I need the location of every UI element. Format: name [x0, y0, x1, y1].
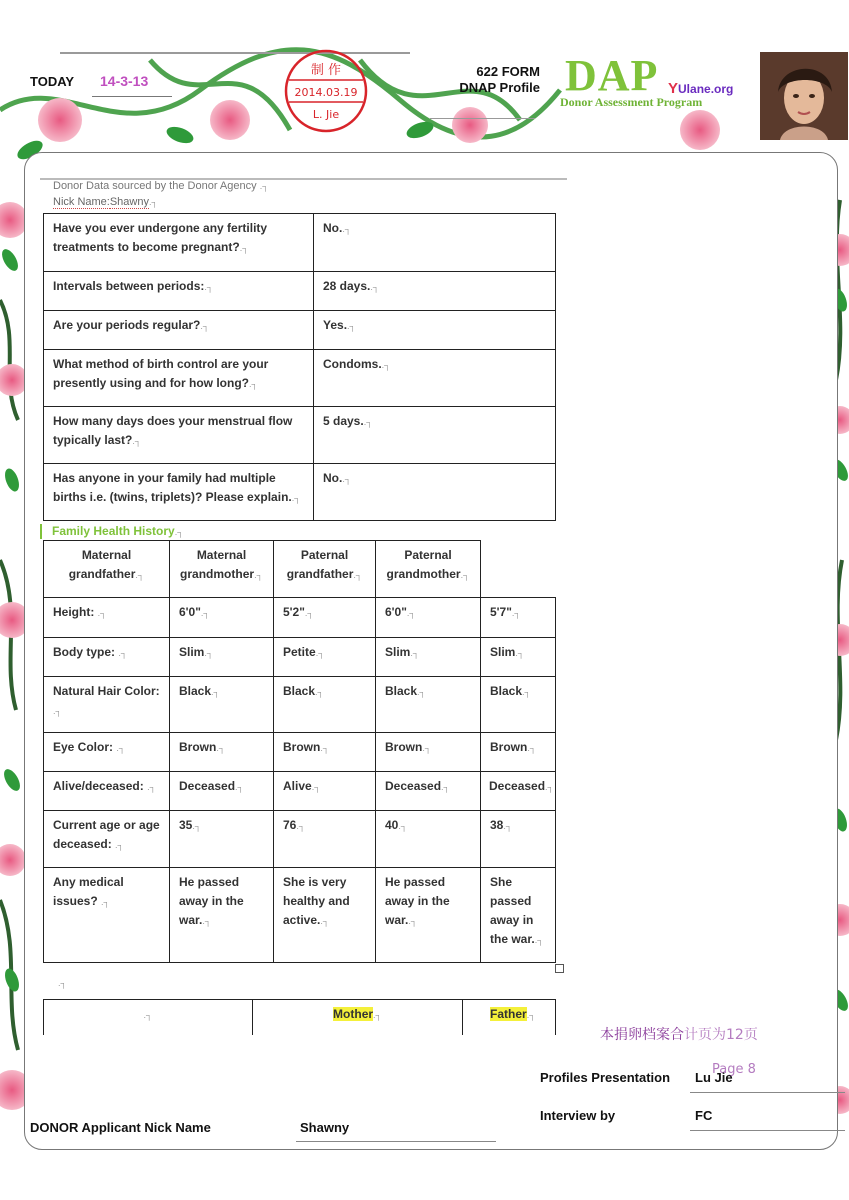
question-cell: How many days does your menstrual flow typically last?.┐ [43, 406, 314, 464]
family-value-cell: Black.┐ [273, 676, 376, 733]
parents-header-blank: .┐ [43, 999, 253, 1035]
family-row-label: Height: .┐ [43, 597, 170, 638]
family-header-cell: Paternal grandmother.┐ [375, 540, 481, 598]
family-row-label-text: Alive/deceased: [53, 779, 144, 793]
answer-cell: Yes..┐ [313, 310, 556, 350]
family-value-text: Black [490, 684, 523, 698]
page-count-note-main: 本捐卵档案合 [600, 1027, 684, 1043]
nick-name: Nick Name:Shawny.┐ [53, 196, 158, 208]
family-value-cell: Deceased.┐ [169, 771, 274, 811]
question-text: What method of birth control are your presently using and for how long? [53, 357, 269, 390]
section-marker [40, 524, 42, 539]
family-value-cell: Slim.┐ [375, 637, 481, 677]
question-cell: Are your periods regular?.┐ [43, 310, 314, 350]
question-cell: Have you ever undergone any fertility treatments to become pregnant?.┐ [43, 213, 314, 272]
family-value-text: 35 [179, 818, 193, 832]
answer-text: No. [323, 221, 343, 235]
form-title [440, 64, 540, 96]
answer-text: 5 days. [323, 414, 364, 428]
yulane-logo-y: Y [668, 80, 679, 97]
family-header-text: Maternal grandfather [68, 548, 136, 581]
family-health-title: Family Health History.┐ [52, 524, 184, 538]
family-header-cell: Maternal grandmother.┐ [169, 540, 274, 598]
family-value-cell: He passed away in the war..┐ [169, 867, 274, 963]
family-value-text: Alive [283, 779, 312, 793]
family-value-text: Black [179, 684, 212, 698]
family-value-cell: Black.┐ [169, 676, 274, 733]
parents-header-father: Father [490, 1007, 527, 1021]
donor-photo [760, 52, 848, 140]
profiles-underline [690, 1092, 845, 1093]
family-value-text: Black [283, 684, 316, 698]
answer-cell: 28 days..┐ [313, 271, 556, 311]
family-value-text: 6'0" [385, 605, 407, 619]
interview-label: Interview by [540, 1108, 616, 1123]
answer-text: Yes. [323, 318, 348, 332]
family-value-cell: Brown.┐ [169, 732, 274, 772]
family-value-cell: Slim.┐ [480, 637, 556, 677]
family-value-cell: 38.┐ [480, 810, 556, 868]
question-text: Have you ever undergone any fertility treatments to become pregnant? [53, 221, 268, 254]
family-value-cell: 6'0".┐ [169, 597, 274, 638]
nick-name-prefix: Nick Name: [53, 196, 110, 208]
family-value-text: Slim [179, 645, 205, 659]
family-value-text: 76 [283, 818, 297, 832]
family-row-label-text: Eye Color: [53, 740, 114, 754]
interview-value: FC [695, 1108, 713, 1123]
family-row-label-text: Current age or age deceased: [53, 818, 160, 851]
answer-text: 28 days. [323, 279, 371, 293]
question-cell: Intervals between periods:.┐ [43, 271, 314, 311]
family-value-cell: 35.┐ [169, 810, 274, 868]
today-date: 14-3-13 [100, 73, 149, 89]
family-value-text: Brown [283, 740, 321, 754]
family-value-cell: 5'7".┐ [480, 597, 556, 638]
question-text: Intervals between periods: [53, 279, 205, 293]
parents-header-cell: Father.┐ [462, 999, 556, 1035]
family-value-cell: Petite.┐ [273, 637, 376, 677]
family-value-cell: Alive.┐ [273, 771, 376, 811]
yulane-logo-domain: Ulane.org [678, 82, 734, 96]
family-value-cell: 40.┐ [375, 810, 481, 868]
family-value-text: Petite [283, 645, 316, 659]
answer-cell: Condoms..┐ [313, 349, 556, 407]
official-stamp [283, 48, 369, 134]
family-value-text: He passed away in the war. [385, 875, 450, 927]
family-row-label: Alive/deceased: .┐ [43, 771, 170, 811]
answer-text: Condoms. [323, 357, 382, 371]
family-value-text: 38 [490, 818, 504, 832]
answer-cell: No..┐ [313, 463, 556, 521]
family-row-label-text: Height: [53, 605, 95, 619]
family-value-cell: Brown.┐ [375, 732, 481, 772]
family-value-cell: She is very healthy and active..┐ [273, 867, 376, 963]
family-row-label: Current age or age deceased: .┐ [43, 810, 170, 868]
family-value-text: Deceased [179, 779, 236, 793]
stamp-date-text: 2014.03.19 [294, 86, 358, 99]
family-value-text: Slim [385, 645, 411, 659]
donor-nickname-label: DONOR Applicant Nick Name [30, 1120, 211, 1135]
family-value-text: Brown [179, 740, 217, 754]
form-name: DNAP Profile [459, 80, 540, 95]
question-cell: What method of birth control are your presently using and for how long?.┐ [43, 349, 314, 407]
today-underline [92, 96, 172, 97]
form-code: 622 FORM [476, 64, 540, 79]
family-row-label-text: Body type: [53, 645, 116, 659]
family-value-cell: She passed away in the war..┐ [480, 867, 556, 963]
table-resize-handle [555, 964, 564, 973]
family-value-cell: 76.┐ [273, 810, 376, 868]
family-row-label: Natural Hair Color: .┐ [43, 676, 170, 733]
family-header-cell: Maternal grandfather.┐ [43, 540, 170, 598]
family-value-text: Brown [385, 740, 423, 754]
empty-paragraph-mark: .┐ [58, 978, 67, 988]
question-text: How many days does your menstrual flow typically last? [53, 414, 293, 447]
family-value-cell: Brown.┐ [480, 732, 556, 772]
family-row-label: Any medical issues? .┐ [43, 867, 170, 963]
source-note: Donor Data sourced by the Donor Agency .┐ [53, 180, 269, 192]
page-count-note [600, 1024, 758, 1044]
question-cell: Has anyone in your family had multiple births i.e. (twins, triplets)? Please explain..┐ [43, 463, 314, 521]
family-value-cell: Deceased.┐ [375, 771, 481, 811]
family-value-cell: He passed away in the war..┐ [375, 867, 481, 963]
family-value-text: She is very healthy and active. [283, 875, 350, 927]
family-value-text: 6'0" [179, 605, 201, 619]
family-header-text: Paternal grandfather [286, 548, 354, 581]
family-row-label-text: Any medical issues? [53, 875, 124, 908]
profiles-presentation-value: Lu Jie [695, 1070, 733, 1085]
parents-header-cell: Mother.┐ [252, 999, 463, 1035]
family-header-cell: Paternal grandfather.┐ [273, 540, 376, 598]
interview-underline [690, 1130, 845, 1131]
family-value-cell: Black.┐ [480, 676, 556, 733]
family-value-cell: Black.┐ [375, 676, 481, 733]
family-value-text: She passed away in the war. [490, 875, 535, 946]
family-header-text: Maternal grandmother [180, 548, 255, 581]
family-value-text: 40 [385, 818, 399, 832]
source-note-text: Donor Data sourced by the Donor Agency [53, 180, 257, 192]
family-value-text: Brown [490, 740, 528, 754]
family-value-cell: Deceased.┐ [480, 771, 556, 811]
answer-cell: No..┐ [313, 213, 556, 272]
donor-nickname-value: Shawny [300, 1120, 350, 1135]
family-value-text: 5'2" [283, 605, 305, 619]
family-value-cell: Brown.┐ [273, 732, 376, 772]
page-number: Page 8 [712, 1062, 756, 1077]
answer-cell: 5 days..┐ [313, 406, 556, 464]
today-label: TODAY [30, 74, 75, 89]
dap-logo: DAP [565, 51, 659, 100]
stamp-name-text: L. Jie [312, 108, 340, 121]
question-text: Has anyone in your family had multiple births i.e. (twins, triplets)? Please explain. [53, 471, 292, 504]
donor-underline [296, 1141, 496, 1142]
family-row-label-text: Natural Hair Color: [53, 684, 160, 698]
page-count-note-suffix: 计页为12页 [684, 1027, 758, 1043]
family-header-text: Paternal grandmother [386, 548, 461, 581]
form-underline [430, 118, 535, 119]
answer-text: No. [323, 471, 343, 485]
family-value-text: 5'7" [490, 605, 512, 619]
family-health-title-text: Family Health History [52, 524, 175, 538]
family-value-text: He passed away in the war. [179, 875, 244, 927]
family-value-text: Black [385, 684, 418, 698]
stamp-top-text: 制 作 [310, 63, 342, 78]
family-value-cell: 6'0".┐ [375, 597, 481, 638]
family-row-label: Eye Color: .┐ [43, 732, 170, 772]
family-row-label: Body type: .┐ [43, 637, 170, 677]
question-text: Are your periods regular? [53, 318, 201, 332]
nick-name-value: Shawny [109, 196, 149, 208]
family-value-cell: Slim.┐ [169, 637, 274, 677]
dap-subtitle: Donor Assessment Program [560, 95, 703, 109]
family-value-text: Slim [490, 645, 516, 659]
parents-header-mother: Mother [333, 1007, 374, 1021]
family-value-cell: 5'2".┐ [273, 597, 376, 638]
profiles-presentation-label: Profiles Presentation [540, 1070, 671, 1085]
family-value-text: Deceased [385, 779, 442, 793]
family-value-text: Deceased [489, 779, 546, 793]
